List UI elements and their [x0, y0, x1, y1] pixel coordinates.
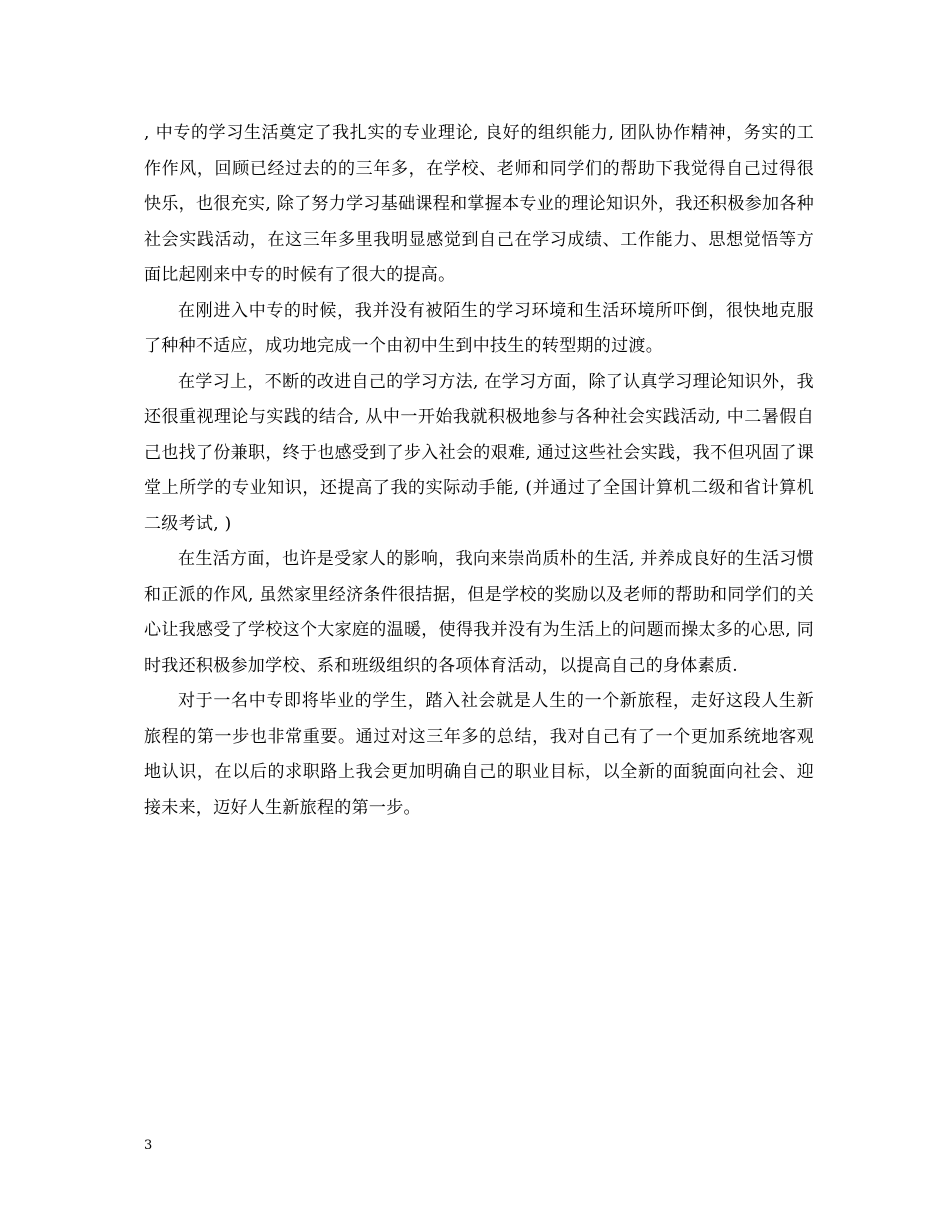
paragraph-5: 对于一名中专即将毕业的学生，踏入社会就是人生的一个新旅程，走好这段人生新旅程的第一步也非常重要。通过对这三年多的总结，我对自己有了一个更加系统地客观地认识，在以后的求职路上我会更加明确自己的职业目标，以全新的面貌面向社会、迎接未来，迈好人生新旅程的第一步。	[144, 691, 814, 818]
page-number: 3	[144, 1138, 153, 1153]
paragraph-2: 在刚进入中专的时候，我并没有被陌生的学习环境和生活环境所吓倒，很快地克服了种种不适应，成功地完成一个由初中生到中技生的转型期的过渡。	[144, 300, 814, 356]
paragraph-4: 在生活方面，也许是受家人的影响，我向来崇尚质朴的生活, 并养成良好的生活习惯和正派的作风, 虽然家里经济条件很拮据，但是学校的奖励以及老师的帮助和同学们的关心让我感受了学校这个大家庭的温暖，使得我并没有为生活上的问题而操太多的心思, 同时我还积极参加学校、系和班级组织的各项体育活动，以提高自己的身体素质.	[144, 549, 814, 676]
paragraph-3: 在学习上，不断的改进自己的学习方法, 在学习方面，除了认真学习理论知识外，我还很重视理论与实践的结合, 从中一开始我就积极地参与各种社会实践活动, 中二暑假自己也找了份兼职，终于也感受到了步入社会的艰难, 通过这些社会实践，我不但巩固了课堂上所学的专业知识，还提高了我的实际动手能, (并通过了全国计算机二级和省计算机二级考试, )	[144, 371, 814, 534]
paragraph-1: , 中专的学习生活奠定了我扎实的专业理论, 良好的组织能力, 团队协作精神，务实的工作作风，回顾已经过去的的三年多，在学校、老师和同学们的帮助下我觉得自己过得很快乐，也很充实, 除了努力学习基础课程和掌握本专业的理论知识外，我还积极参加各种社会实践活动，在这三年多里我明显感觉到自己在学习成绩、工作能力、思想觉悟等方面比起刚来中专的时候有了很大的提高。	[144, 123, 814, 285]
document-body	[144, 116, 814, 826]
